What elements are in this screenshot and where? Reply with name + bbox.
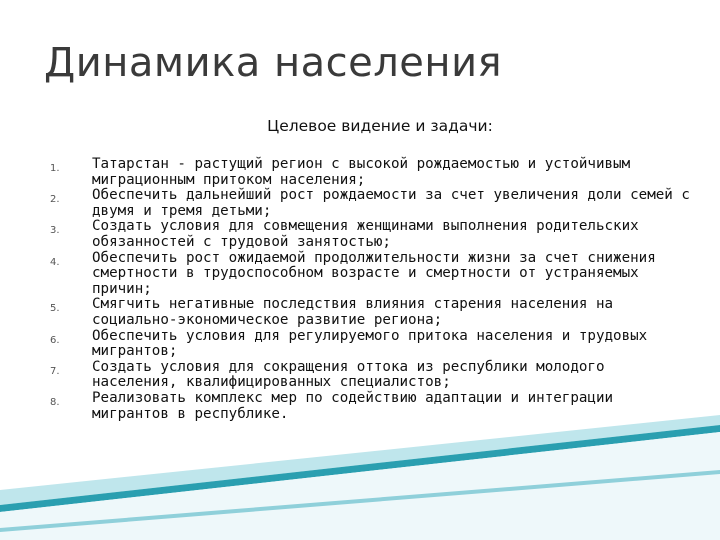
task-item [50, 360, 690, 391]
task-item [50, 391, 690, 422]
task-number: 8. [50, 396, 60, 408]
task-list [50, 157, 690, 422]
task-text: Обеспечить рост ожидаемой продолжительности жизни за счет снижения смертности в трудоспособном возрасте и смертности от устраняемых причин; [92, 249, 656, 297]
task-text: Создать условия для сокращения оттока из республики молодого населения, квалифицированных специалистов; [92, 358, 605, 391]
slide-title: Динамика населения [44, 40, 503, 86]
task-text: Обеспечить условия для регулируемого притока населения и трудовых мигрантов; [92, 327, 648, 360]
task-number: 3. [50, 225, 60, 237]
task-item [50, 297, 690, 328]
task-number: 4. [50, 256, 60, 268]
task-item [50, 329, 690, 360]
task-item [50, 251, 690, 298]
task-number: 5. [50, 303, 60, 315]
task-number: 7. [50, 365, 60, 377]
task-number: 6. [50, 334, 60, 346]
task-item [50, 157, 690, 188]
task-item [50, 188, 690, 219]
task-text: Создать условия для совмещения женщинами выполнения родительских обязанностей с трудовой занятостью; [92, 218, 639, 250]
task-text: Татарстан - растущий регион с высокой рождаемостью и устойчивым миграционным притоком населения; [92, 156, 631, 188]
task-number: 2. [50, 194, 60, 206]
task-text: Обеспечить дальнейший рост рождаемости за счет увеличения доли семей с двумя и тремя детьми; [92, 187, 690, 219]
slide-subtitle: Целевое видение и задачи: [267, 117, 493, 135]
task-item [50, 219, 690, 250]
task-number: 1. [50, 163, 60, 174]
task-text: Реализовать комплекс мер по содействию адаптации и интеграции мигрантов в республике. [92, 389, 614, 422]
task-text: Смягчить негативные последствия влияния старения населения на социально-экономическое развитие региона; [92, 296, 614, 328]
